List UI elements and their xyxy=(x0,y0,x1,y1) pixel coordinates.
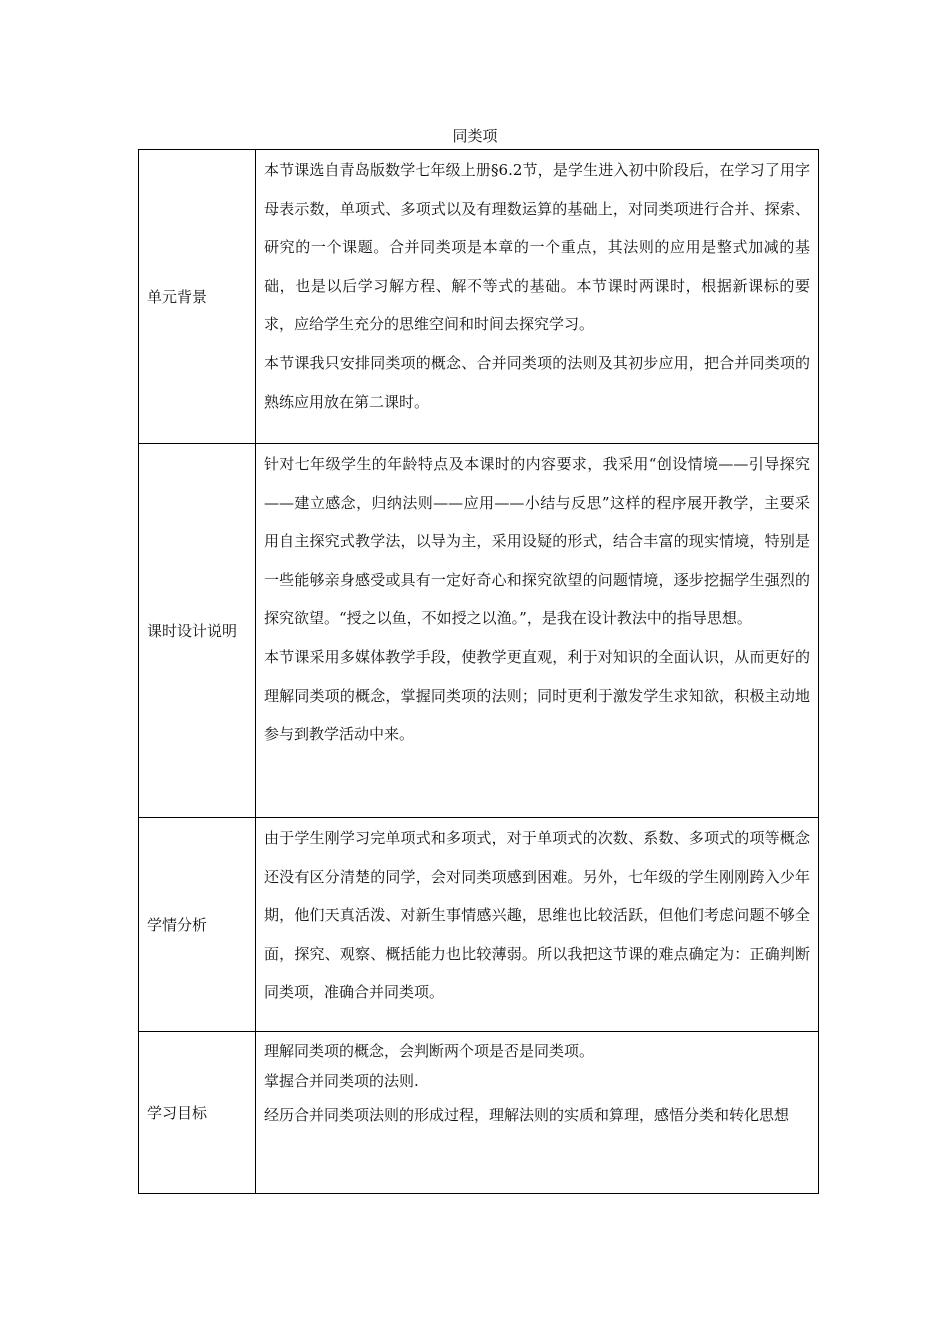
content-paragraph: 理解同类项的概念，会判断两个项是否是同类项。 xyxy=(264,1042,595,1060)
content-paragraph: 经历合并同类项法则的形成过程，理解法则的实质和算理，感悟分类和转化思想 xyxy=(264,1106,790,1124)
row-label: 学情分析 xyxy=(139,818,256,1032)
row-content xyxy=(256,444,819,818)
content-paragraph: 本节课选自青岛版数学七年级上册§6.2节，是学生进入初中阶段后，在学习了用字母表示数，单项式、多项式以及有理数运算的基础上，对同类项进行合并、探索、研究的一个课题。合并同类项是本章的一个重点，其法则的应用是整式加减的基础，也是以后学习解方程、解不等式的基础。本节课时两课时，根据新课标的要求，应给学生充分的思维空间和时间去探究学习。 xyxy=(264,161,810,334)
row-content xyxy=(256,1032,819,1194)
lesson-plan-table xyxy=(138,149,819,1194)
row-label: 课时设计说明 xyxy=(139,444,256,818)
row-label: 学习目标 xyxy=(139,1032,256,1194)
table-row-unit-background xyxy=(139,150,819,444)
page-title: 同类项 xyxy=(452,127,498,145)
content-paragraph: 掌握合并同类项的法则. xyxy=(264,1072,419,1090)
row-label: 单元背景 xyxy=(139,150,256,444)
table-row-learning-goals xyxy=(139,1032,819,1194)
row-content xyxy=(256,150,819,444)
content-paragraph: 由于学生刚学习完单项式和多项式，对于单项式的次数、系数、多项式的项等概念还没有区分清楚的同学，会对同类项感到困难。另外，七年级的学生刚刚跨入少年期，他们天真活泼、对新生事情感兴趣，思维也比较活跃，但他们考虑问题不够全面，探究、观察、概括能力也比较薄弱。所以我把这节课的难点确定为：正确判断同类项，准确合并同类项。 xyxy=(264,829,810,1002)
content-paragraph: 本节课我只安排同类项的概念、合并同类项的法则及其初步应用，把合并同类项的熟练应用放在第二课时。 xyxy=(264,353,810,411)
table-row-learner-analysis xyxy=(139,818,819,1032)
content-paragraph: 本节课采用多媒体教学手段，使教学更直观，利于对知识的全面认识，从而更好的理解同类项的概念，掌握同类项的法则；同时更利于激发学生求知欲，积极主动地参与到教学活动中来。 xyxy=(264,647,810,744)
table-row-lesson-design xyxy=(139,444,819,818)
content-paragraph: 针对七年级学生的年龄特点及本课时的内容要求，我采用“创设情境——引导探究——建立感念，归纳法则——应用——小结与反思”这样的程序展开教学，主要采用自主探究式教学法，以导为主，采用设疑的形式，结合丰富的现实情境，特别是一些能够亲身感受或具有一定好奇心和探究欲望的问题情境，逐步挖掘学生强烈的探究欲望。“授之以鱼，不如授之以渔。”，是我在设计教法中的指导思想。 xyxy=(264,455,810,628)
row-content xyxy=(256,818,819,1032)
